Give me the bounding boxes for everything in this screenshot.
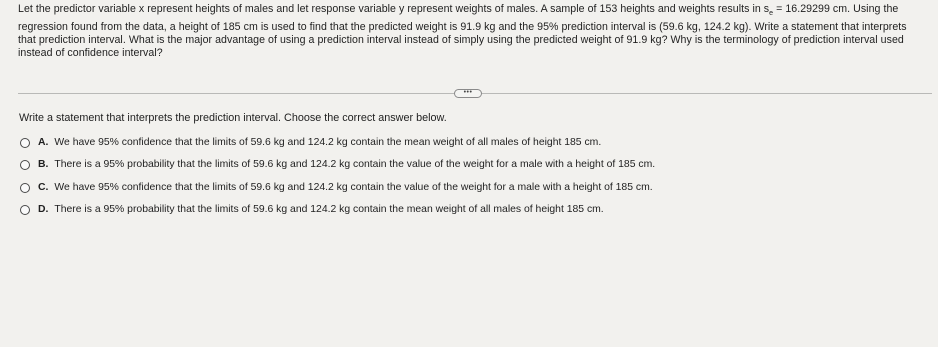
radio-button-b[interactable] bbox=[20, 160, 30, 170]
expand-button[interactable]: ••• bbox=[454, 89, 482, 98]
option-letter-a: A. bbox=[38, 137, 49, 148]
section-divider bbox=[0, 89, 938, 99]
option-text-b: There is a 95% probability that the limits of 59.6 kg and 124.2 kg contain the value of the weight for a male with a height of 185 cm. bbox=[54, 159, 656, 171]
option-letter-c: C. bbox=[38, 181, 49, 193]
question-text bbox=[18, 3, 923, 59]
option-b[interactable] bbox=[20, 158, 900, 180]
option-c[interactable] bbox=[20, 181, 900, 203]
option-d[interactable] bbox=[20, 203, 900, 225]
question-subscript: e bbox=[769, 10, 774, 18]
question-part-2: = 16.29299 cm. Using the regression found from the data, a height of 185 cm is used to find that the predicted weight is 91.9 kg and the 95% prediction interval is (59.6 kg, 124.2 kg). Write a statement that interprets that prediction interval. What is the major advantage of using a prediction interval instead of simply using the predicted weight of 91.9 kg? Why is the terminology of prediction interval used instead of confidence interval? bbox=[18, 3, 907, 59]
radio-button-a[interactable] bbox=[20, 138, 30, 148]
radio-button-d[interactable] bbox=[20, 205, 30, 215]
option-letter-b: B. bbox=[38, 159, 49, 171]
option-text-a: We have 95% confidence that the limits of 59.6 kg and 124.2 kg contain the mean weight of all males of height 185 cm. bbox=[54, 137, 602, 148]
question-part-1: Let the predictor variable x represent heights of males and let response variable y represent weights of males. A sample of 153 heights and weights results in s bbox=[18, 3, 770, 15]
radio-button-c[interactable] bbox=[20, 183, 30, 193]
option-a[interactable] bbox=[20, 136, 900, 158]
instruction-text: Write a statement that interprets the prediction interval. Choose the correct answer below. bbox=[19, 112, 447, 124]
option-text-d: There is a 95% probability that the limits of 59.6 kg and 124.2 kg contain the mean weight of all males of height 185 cm. bbox=[54, 203, 604, 215]
option-text-c: We have 95% confidence that the limits of 59.6 kg and 124.2 kg contain the value of the weight for a male with a height of 185 cm. bbox=[54, 181, 653, 193]
option-letter-d: D. bbox=[38, 203, 49, 215]
answer-options bbox=[20, 136, 900, 225]
